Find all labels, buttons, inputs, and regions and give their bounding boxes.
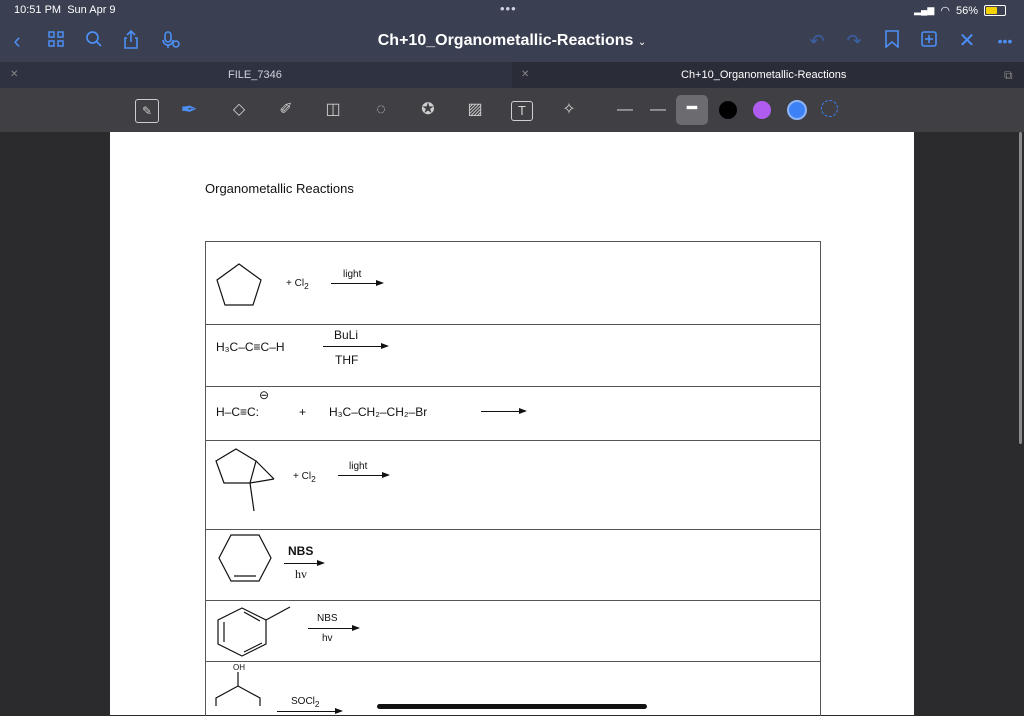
signal-icon: ▂▄▆: [914, 5, 935, 15]
reaction-row-4: [206, 441, 820, 530]
toluene-structure: [214, 604, 294, 660]
tab-bar: [0, 62, 1024, 88]
condition-above: NBS: [288, 544, 314, 558]
wifi-icon: ◠: [940, 5, 950, 17]
undo-icon[interactable]: ↶: [809, 31, 825, 51]
pen-icon[interactable]: ✒: [180, 99, 198, 121]
close-icon[interactable]: ✕: [958, 30, 976, 52]
reaction-arrow: [481, 411, 525, 412]
thick-stroke-icon[interactable]: ━: [676, 95, 708, 125]
reaction-arrow: [284, 563, 323, 564]
title-bar: [0, 22, 1024, 62]
reagent-label: + $Cl_2$: [293, 471, 316, 484]
color-black[interactable]: [719, 101, 737, 119]
reaction-row-1: [206, 242, 820, 325]
redo-icon[interactable]: ↷: [846, 31, 862, 51]
plus-sign: +: [299, 405, 307, 419]
home-indicator[interactable]: [377, 704, 647, 709]
reaction-arrow: [277, 711, 341, 712]
battery-percent: 56%: [955, 4, 978, 17]
reaction-row-5: [206, 530, 820, 601]
image-icon[interactable]: ▨: [467, 101, 483, 118]
status-bar: [0, 0, 1024, 22]
condition-below: THF: [335, 353, 359, 367]
color-blue-selected[interactable]: [787, 100, 807, 120]
tab-split-icon[interactable]: ⧉: [1004, 68, 1013, 82]
hydroxyl-label: OH: [233, 663, 245, 672]
battery-icon: [984, 5, 1006, 16]
condition-below: hv: [322, 633, 333, 644]
add-page-icon[interactable]: [918, 30, 940, 52]
add-color-icon[interactable]: [821, 100, 838, 117]
tab-organometallic[interactable]: ✕ Ch+10_Organometallic-Reactions ⧉: [512, 62, 1024, 88]
tool-bar: [0, 88, 1024, 132]
cyclohexanol-structure: [214, 672, 264, 716]
status-time: 10:51 PM Sun Apr 9: [14, 4, 116, 16]
sticker-icon[interactable]: ✪: [421, 101, 435, 118]
condition-above: light: [343, 269, 362, 280]
shapes-icon[interactable]: ◫: [325, 101, 341, 118]
laser-icon[interactable]: ✧: [562, 101, 576, 118]
reaction-arrow: [323, 346, 387, 347]
text-icon[interactable]: T: [511, 101, 533, 121]
page-heading: Organometallic Reactions: [205, 181, 354, 196]
medium-stroke-icon[interactable]: —: [650, 101, 666, 118]
scrollbar[interactable]: [1019, 132, 1022, 444]
status-right: [914, 4, 1006, 17]
reaction-table: [205, 241, 821, 716]
condition-above: NBS: [317, 613, 338, 624]
charge-symbol: ⊖: [259, 388, 270, 402]
highlighter-icon[interactable]: ✐: [279, 101, 293, 118]
color-purple[interactable]: [753, 101, 771, 119]
lasso-zoom-icon[interactable]: ✎: [135, 99, 159, 123]
bicyclic-structure: [214, 447, 284, 513]
condition-above: SOCl$_2$: [291, 696, 320, 709]
reagent-label: H₃C–CH₂–CH₂–Br: [329, 405, 428, 419]
back-icon[interactable]: ‹: [13, 28, 21, 53]
condition-above: BuLi: [334, 328, 359, 342]
reaction-row-6: [206, 601, 820, 662]
tab-close-icon[interactable]: ✕: [10, 69, 19, 80]
document-title[interactable]: Ch+10_Organometallic-Reactions ⌄: [377, 32, 647, 49]
reagent-label: + $Cl_2$: [286, 278, 309, 291]
more-icon[interactable]: •••: [997, 33, 1013, 49]
reaction-row-2: [206, 325, 820, 387]
lasso-icon[interactable]: ◌: [376, 101, 386, 118]
reaction-arrow: [338, 475, 388, 476]
reaction-arrow: [308, 628, 358, 629]
reaction-row-3: [206, 387, 820, 441]
multitasking-dots[interactable]: •••: [500, 1, 517, 16]
chevron-down-icon: ⌄: [637, 37, 647, 48]
condition-below: hv: [295, 567, 307, 581]
reaction-arrow: [331, 283, 382, 284]
tab-close-icon[interactable]: ✕: [521, 69, 530, 80]
document-page[interactable]: [110, 132, 914, 715]
bookmark-icon[interactable]: [881, 30, 903, 52]
reactant-label: H–C≡C:: [216, 405, 260, 419]
condition-above: light: [349, 461, 368, 472]
reactant-label: H₃C–C≡C–H: [216, 340, 285, 354]
thin-stroke-icon[interactable]: —: [617, 101, 633, 118]
eraser-icon[interactable]: ◇: [232, 101, 246, 118]
tab-file-7346[interactable]: ✕ FILE_7346: [10, 69, 282, 81]
cyclohexene-structure: [217, 533, 273, 583]
cyclopentane-structure: [214, 262, 264, 308]
